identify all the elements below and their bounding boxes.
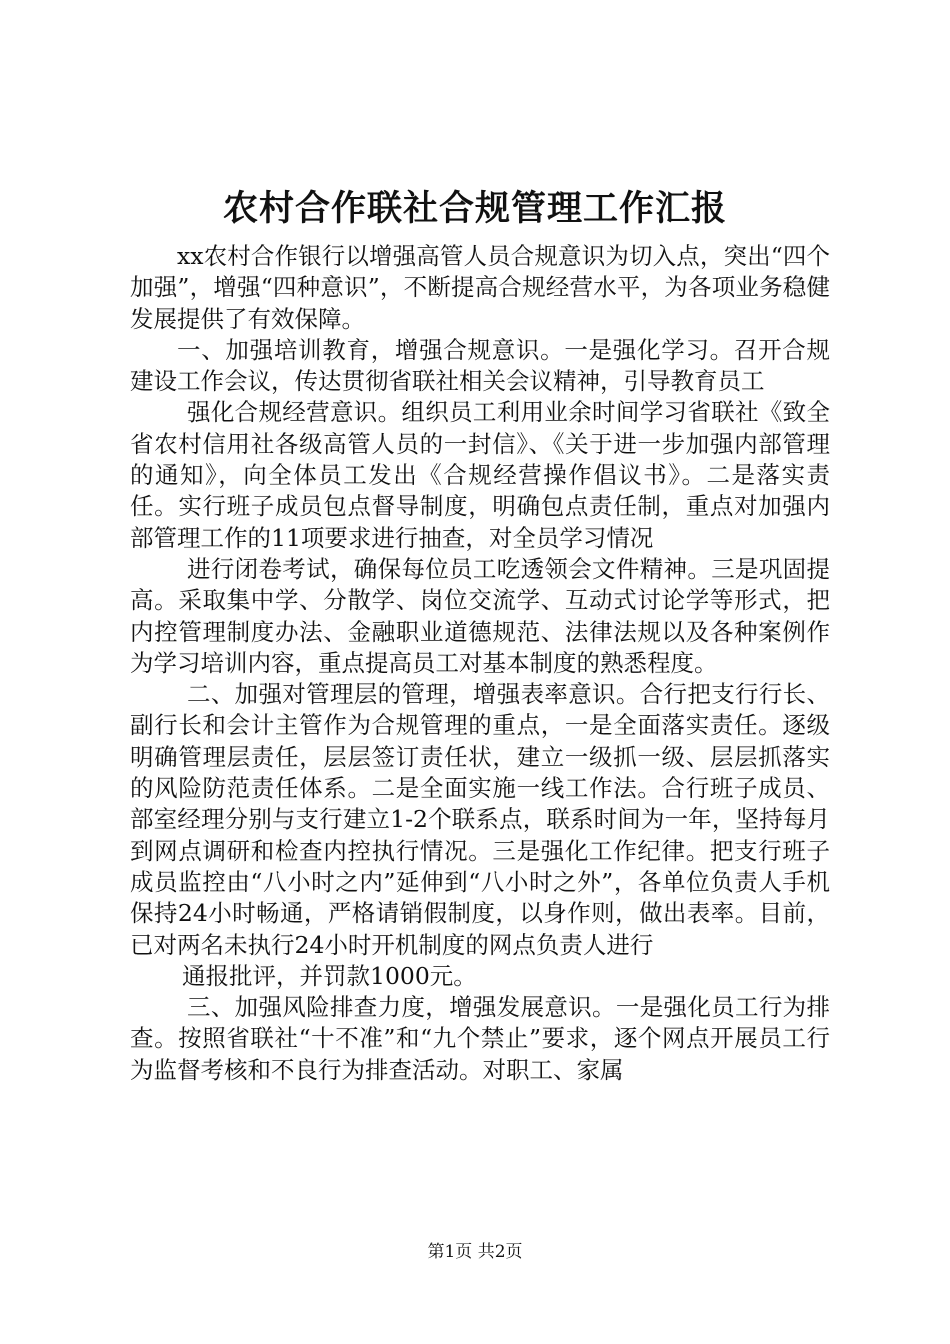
paragraph-section-1-cont: 强化合规经营意识。组织员工利用业余时间学习省联社《致全省农村信用社各级高管人员的一封信》、《关于进一步加强内部管理的通知》，向全体员工发出《合规经营操作倡议书》。二是落实责任。实行班子成员包点督导制度，明确包点责任制，重点对加强内部管理工作的11项要求进行抽查，对全员学习情况 (130, 398, 830, 552)
page-footer: 第1页 共2页 (427, 1242, 523, 1262)
paragraph-section-3: 三、加强风险排查力度，增强发展意识。一是强化员工行为排查。按照省联社“十不准”和“九个禁止”要求，逐个网点开展员工行为监督考核和不良行为排查活动。对职工、家属 (130, 993, 830, 1084)
paragraph-section-1: 一、加强培训教育，增强合规意识。一是强化学习。召开合规建设工作会议，传达贯彻省联社相关会议精神，引导教育员工 (130, 335, 830, 396)
paragraph-intro: xx农村合作银行以增强高管人员合规意识为切入点，突出“四个加强”，增强“四种意识”，不断提高合规经营水平，为各项业务稳健发展提供了有效保障。 (130, 242, 830, 333)
document-title: 农村合作联社合规管理工作汇报 (222, 188, 727, 229)
paragraph-section-2-cont: 通报批评，并罚款1000元。 (182, 961, 477, 990)
paragraph-section-1-cont-2: 进行闭卷考试，确保每位员工吃透领会文件精神。三是巩固提高。采取集中学、分散学、岗位交流学、互动式讨论学等形式，把内控管理制度办法、金融职业道德规范、法律法规以及各种案例作为学习培训内容，重点提高员工对基本制度的熟悉程度。 (130, 554, 830, 677)
document-body (130, 241, 830, 1086)
paragraph-section-2: 二、加强对管理层的管理，增强表率意识。合行把支行行长、副行长和会计主管作为合规管理的重点，一是全面落实责任。逐级明确管理层责任，层层签订责任状，建立一级抓一级、层层抓落实的风险防范责任体系。二是全面实施一线工作法。合行班子成员、部室经理分别与支行建立1-2个联系点，联系时间为一年，坚持每月到网点调研和检查内控执行情况。三是强化工作纪律。把支行班子成员监控由“八小时之内”延伸到“八小时之外”，各单位负责人手机保持24小时畅通，严格请销假制度，以身作则，做出表率。目前，已对两名未执行24小时开机制度的网点负责人进行 (130, 680, 830, 959)
